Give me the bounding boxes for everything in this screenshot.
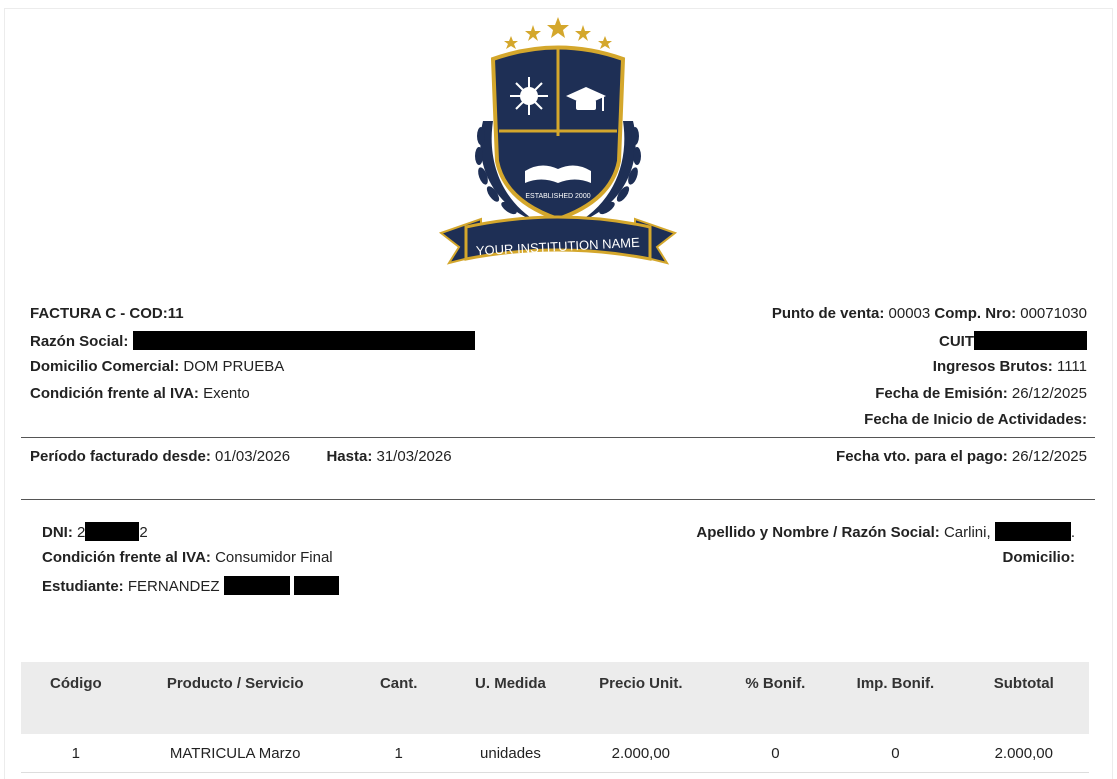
stars-icon bbox=[504, 17, 612, 49]
redacted-block bbox=[85, 522, 139, 541]
fecha-vto-row: Fecha vto. para el pago: 26/12/2025 bbox=[836, 448, 1087, 465]
cell-subtotal: 2.000,00 bbox=[959, 734, 1089, 773]
col-bonif-pct: % Bonif. bbox=[718, 662, 832, 734]
redacted-block bbox=[224, 576, 290, 595]
condicion-iva-row: Condición frente al IVA: Exento bbox=[30, 385, 250, 402]
client-domicilio-row: Domicilio: bbox=[1002, 549, 1075, 566]
col-subtotal: Subtotal bbox=[959, 662, 1089, 734]
domicilio-comercial-row: Domicilio Comercial: DOM PRUEBA bbox=[30, 358, 285, 375]
logo-badge-text: ESTABLISHED 2000 bbox=[525, 193, 591, 200]
apellido-row: Apellido y Nombre / Razón Social: Carlini, . bbox=[696, 524, 1075, 541]
items-table bbox=[21, 662, 1089, 773]
redacted-block bbox=[133, 331, 475, 350]
col-unidad: U. Medida bbox=[458, 662, 564, 734]
invoice-title: FACTURA C - COD:11 bbox=[30, 305, 184, 322]
cell-bonif-imp: 0 bbox=[832, 734, 958, 773]
col-codigo: Código bbox=[21, 662, 131, 734]
redacted-block bbox=[974, 331, 1087, 350]
col-bonif-imp: Imp. Bonif. bbox=[832, 662, 958, 734]
col-producto: Producto / Servicio bbox=[131, 662, 340, 734]
divider bbox=[21, 499, 1095, 500]
table-header-row bbox=[21, 662, 1089, 734]
table-row bbox=[21, 734, 1089, 773]
periodo-row: Período facturado desde: 01/03/2026 Hasta: 31/03/2026 bbox=[30, 448, 452, 465]
redacted-block bbox=[294, 576, 339, 595]
fecha-emision-row: Fecha de Emisión: 26/12/2025 bbox=[875, 385, 1087, 402]
col-precio: Precio Unit. bbox=[563, 662, 718, 734]
logo-ribbon-text: YOUR INSTITUTION NAME bbox=[475, 234, 641, 259]
cuit-row: CUIT bbox=[939, 331, 1087, 351]
cell-producto: MATRICULA Marzo bbox=[131, 734, 340, 773]
fecha-inicio-row: Fecha de Inicio de Actividades: bbox=[864, 411, 1087, 428]
redacted-block bbox=[995, 522, 1071, 541]
cell-bonif-pct: 0 bbox=[718, 734, 832, 773]
cell-precio: 2.000,00 bbox=[563, 734, 718, 773]
ingresos-brutos-row: Ingresos Brutos: 1111 bbox=[932, 358, 1087, 375]
col-cant: Cant. bbox=[340, 662, 458, 734]
cell-codigo: 1 bbox=[21, 734, 131, 773]
invoice-page bbox=[4, 8, 1113, 779]
razon-social-row: Razón Social: bbox=[30, 331, 475, 351]
cell-cant: 1 bbox=[340, 734, 458, 773]
divider bbox=[21, 437, 1095, 438]
cell-unidad: unidades bbox=[458, 734, 564, 773]
punto-venta-row: Punto de venta: 00003 Comp. Nro: 00071030 bbox=[771, 305, 1087, 322]
institution-logo bbox=[421, 11, 695, 293]
client-iva-row: Condición frente al IVA: Consumidor Final bbox=[42, 549, 333, 566]
estudiante-row: Estudiante: FERNANDEZ bbox=[42, 576, 339, 596]
dni-row: DNI: 2 2 bbox=[42, 524, 148, 541]
